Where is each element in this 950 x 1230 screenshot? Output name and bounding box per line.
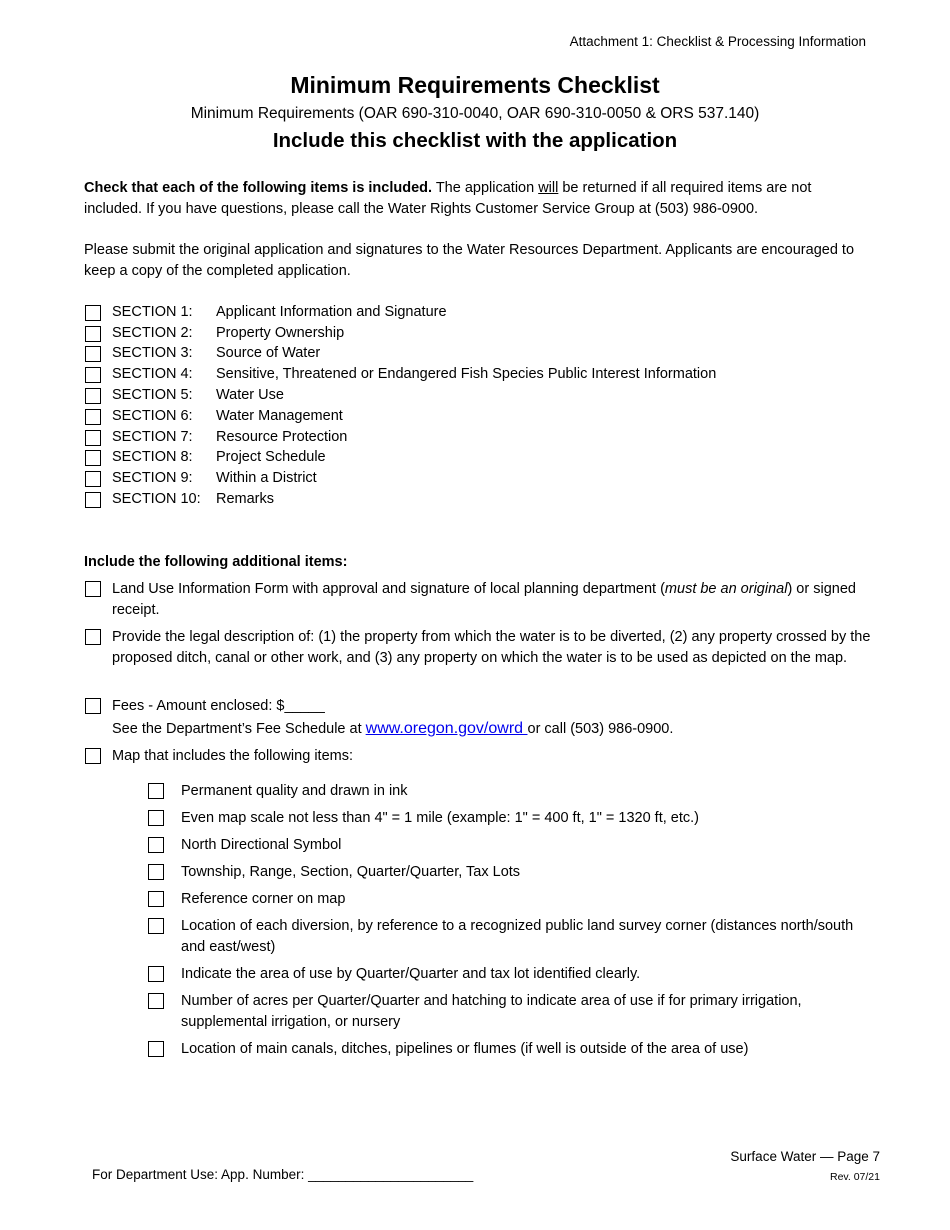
checkbox[interactable] [85,629,101,645]
section-label: Sensitive, Threatened or Endangered Fish Species Public Interest Information [216,366,717,382]
legal-description-item [84,627,874,669]
page-title: Minimum Requirements Checklist [290,72,660,98]
checkbox[interactable] [148,864,164,880]
map-subitem-text: Indicate the area of use by Quarter/Quarter and tax lot identified clearly. [181,966,641,982]
checkbox[interactable] [85,450,101,466]
intro-pre-will: The application [432,180,539,196]
fees-item [84,696,874,740]
department-use: For Department Use: App. Number: ______________________ [92,1167,474,1182]
checkbox[interactable] [85,581,101,597]
section-number: SECTION 3: [112,345,193,361]
map-subitem-text: Reference corner on map [181,891,346,907]
revision: Rev. 07/21 [829,1171,880,1183]
map-subitem [148,889,878,910]
submit-note: Please submit the original application and signatures to the Water Resources Department. Applicants are encouraged to keep a copy of the completed application. [84,242,855,279]
checkbox[interactable] [148,993,164,1009]
map-subitem-text: Location of main canals, ditches, pipelines or flumes (if well is outside of the area of use) [181,1041,749,1057]
checkbox[interactable] [85,492,101,508]
map-subitem [148,964,878,985]
intro-will: will [538,180,559,196]
checkbox[interactable] [148,966,164,982]
section-label: Remarks [216,491,275,507]
section-number: SECTION 6: [112,408,193,424]
checkbox[interactable] [85,748,101,764]
checkbox[interactable] [85,409,101,425]
map-subitem [148,916,878,958]
fees-text: Fees - Amount enclosed: $_____ [112,698,325,714]
page-subtitle: Minimum Requirements (OAR 690-310-0040, OAR 690-310-0050 & ORS 537.140) [190,105,760,122]
map-subitem [148,835,878,856]
section-number: SECTION 9: [112,470,193,486]
map-subitem [148,1039,878,1060]
section-label: Source of Water [216,345,321,361]
section-label: Property Ownership [216,325,345,341]
section-label: Within a District [216,470,317,486]
checkbox[interactable] [85,430,101,446]
checkbox[interactable] [148,783,164,799]
page-number: Surface Water — Page 7 [730,1149,880,1164]
legal-description-text: Provide the legal description of: (1) the property from which the water is to be diverted, (2) any property crossed by the proposed ditch, canal or other work, and (3) any property on which the water is to be used as depicted on the map. [112,629,871,666]
map-subitem-text: Even map scale not less than 4" = 1 mile (example: 1" = 400 ft, 1" = 1320 ft, etc.) [181,810,699,826]
checkbox[interactable] [148,1041,164,1057]
map-subitem-text: Number of acres per Quarter/Quarter and hatching to indicate area of use if for primary irrigation, supplemental irrigation, or nursery [181,993,802,1030]
checkbox[interactable] [85,367,101,383]
section-number: SECTION 4: [112,366,193,382]
checkbox[interactable] [85,346,101,362]
section-number: SECTION 2: [112,325,193,341]
map-subitem-text: Permanent quality and drawn in ink [181,783,408,799]
intro-post-will: be returned if all required items are not included. If you have questions, please call the Water Rights Customer Service Group at (503) 986-0900. [84,180,812,217]
checkbox[interactable] [148,918,164,934]
checkbox[interactable] [85,388,101,404]
attachment-header: Attachment 1: Checklist & Processing Information [569,34,866,49]
additional-items-heading: Include the following additional items: [84,554,348,570]
section-label: Resource Protection [216,429,348,445]
land-use-item [84,579,874,621]
section-number: SECTION 7: [112,429,193,445]
checkbox[interactable] [148,891,164,907]
section-label: Water Use [216,387,284,403]
checkbox[interactable] [85,698,101,714]
checkbox[interactable] [85,305,101,321]
checkbox[interactable] [148,810,164,826]
map-subitem-text: North Directional Symbol [181,837,342,853]
section-label: Water Management [216,408,343,424]
map-subitem-text: Township, Range, Section, Quarter/Quarter, Tax Lots [181,864,521,880]
intro-bold: Check that each of the following items is included. [84,180,433,196]
fee-schedule-line: See the Department’s Fee Schedule at www.oregon.gov/owrd or call (503) 986-0900. [112,720,674,737]
intro-paragraph [84,178,869,220]
section-number: SECTION 1: [112,304,193,320]
land-use-text: Land Use Information Form with approval and signature of local planning department (must be an original) or signed receipt. [112,581,856,618]
map-subitem [148,862,878,883]
map-subitem [148,991,878,1033]
section-label: Applicant Information and Signature [216,304,447,320]
section-number: SECTION 8: [112,449,193,465]
map-text: Map that includes the following items: [112,748,353,764]
map-subitem [148,781,878,802]
section-number: SECTION 5: [112,387,193,403]
checkbox[interactable] [85,471,101,487]
include-checklist-heading: Include this checklist with the application [272,129,678,152]
checkbox[interactable] [148,837,164,853]
map-subitem [148,808,878,829]
map-subitem-text: Location of each diversion, by reference to a recognized public land survey corner (distances north/south and east/west) [181,918,854,955]
owrd-link[interactable]: www.oregon.gov/owrd [365,720,528,737]
section-label: Project Schedule [216,449,326,465]
map-item [84,746,874,767]
checkbox[interactable] [85,326,101,342]
section-number: SECTION 10: [112,491,201,507]
